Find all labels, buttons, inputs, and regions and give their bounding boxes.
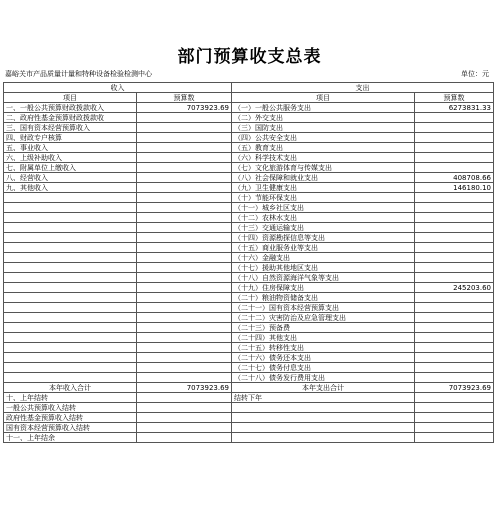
table-row bbox=[4, 143, 494, 153]
expense-amount-cell bbox=[415, 193, 494, 203]
expense-amount-cell: 408708.66 bbox=[415, 173, 494, 183]
expense-item-cell: （七）文化旅游体育与传媒支出 bbox=[232, 163, 415, 173]
expense-amount-cell bbox=[415, 433, 494, 443]
expense-amount-cell bbox=[415, 393, 494, 403]
expense-item-cell: （二十七）债务付息支出 bbox=[232, 363, 415, 373]
table-row bbox=[4, 363, 494, 373]
table-row bbox=[4, 293, 494, 303]
income-amount-cell bbox=[137, 343, 232, 353]
table-row bbox=[4, 153, 494, 163]
table-row bbox=[4, 213, 494, 223]
expense-amount-cell bbox=[415, 373, 494, 383]
expense-amount-cell bbox=[415, 343, 494, 353]
table-row bbox=[4, 103, 494, 113]
carryover-row bbox=[4, 423, 494, 433]
expense-item-cell bbox=[232, 423, 415, 433]
expense-amount-cell bbox=[415, 313, 494, 323]
income-item-cell: 三、国有资本经营预算收入 bbox=[4, 123, 137, 133]
carryover-row bbox=[4, 403, 494, 413]
income-item-cell: 八、经营收入 bbox=[4, 173, 137, 183]
income-amount-cell bbox=[137, 203, 232, 213]
expense-amount-cell bbox=[415, 303, 494, 313]
income-item-cell bbox=[4, 263, 137, 273]
income-total-label: 本年收入合计 bbox=[4, 383, 137, 393]
expense-amount-cell bbox=[415, 233, 494, 243]
income-amount-cell bbox=[137, 213, 232, 223]
expense-amount-cell: 245203.60 bbox=[415, 283, 494, 293]
income-item-cell bbox=[4, 303, 137, 313]
income-amount-cell bbox=[137, 333, 232, 343]
income-item-cell bbox=[4, 293, 137, 303]
table-row bbox=[4, 333, 494, 343]
expense-amount-cell bbox=[415, 263, 494, 273]
income-amount-cell bbox=[137, 433, 232, 443]
table-row bbox=[4, 373, 494, 383]
expense-amount-cell bbox=[415, 143, 494, 153]
expense-item-cell: （二十一）国有资本经营预算支出 bbox=[232, 303, 415, 313]
table-row bbox=[4, 113, 494, 123]
table-row bbox=[4, 323, 494, 333]
totals-row bbox=[4, 383, 494, 393]
expense-amount-cell bbox=[415, 253, 494, 263]
column-header-row bbox=[4, 93, 494, 103]
table-row bbox=[4, 313, 494, 323]
expense-item-cell: （三）国防支出 bbox=[232, 123, 415, 133]
table-row bbox=[4, 173, 494, 183]
income-item-cell: 六、上级补助收入 bbox=[4, 153, 137, 163]
expense-item-cell: （一）一般公共服务支出 bbox=[232, 103, 415, 113]
expense-section-header: 支出 bbox=[232, 83, 494, 93]
table-row bbox=[4, 133, 494, 143]
expense-item-cell: （十九）住房保障支出 bbox=[232, 283, 415, 293]
income-item-cell: 五、事业收入 bbox=[4, 143, 137, 153]
table-row bbox=[4, 163, 494, 173]
income-amount-cell bbox=[137, 303, 232, 313]
unit-label: 单位：元 bbox=[461, 70, 489, 78]
income-amount-cell bbox=[137, 113, 232, 123]
expense-item-cell: （二十二）灾害防治及应急管理支出 bbox=[232, 313, 415, 323]
income-item-cell bbox=[4, 313, 137, 323]
income-item-cell: 一般公共预算收入结转 bbox=[4, 403, 137, 413]
income-amount-cell bbox=[137, 283, 232, 293]
table-row bbox=[4, 273, 494, 283]
expense-amount-cell bbox=[415, 243, 494, 253]
income-amount-cell bbox=[137, 183, 232, 193]
expense-item-cell: （十五）商业服务业等支出 bbox=[232, 243, 415, 253]
table-row bbox=[4, 123, 494, 133]
income-amount-cell bbox=[137, 413, 232, 423]
table-row bbox=[4, 283, 494, 293]
income-amount-cell bbox=[137, 163, 232, 173]
income-amount-cell bbox=[137, 293, 232, 303]
income-item-cell bbox=[4, 363, 137, 373]
income-item-cell: 七、附属单位上缴收入 bbox=[4, 163, 137, 173]
expense-item-cell bbox=[232, 403, 415, 413]
income-amount-cell bbox=[137, 123, 232, 133]
income-item-cell: 二、政府性基金预算财政拨款收 bbox=[4, 113, 137, 123]
income-amount-cell bbox=[137, 273, 232, 283]
section-header-row bbox=[4, 83, 494, 93]
expense-amount-cell bbox=[415, 223, 494, 233]
income-amount-cell bbox=[137, 393, 232, 403]
income-item-cell: 政府性基金预算收入结转 bbox=[4, 413, 137, 423]
expense-item-cell: （五）教育支出 bbox=[232, 143, 415, 153]
income-item-cell bbox=[4, 373, 137, 383]
table-row bbox=[4, 353, 494, 363]
expense-amount-cell bbox=[415, 133, 494, 143]
income-item-cell bbox=[4, 353, 137, 363]
carryover-row bbox=[4, 393, 494, 403]
expense-amount-cell bbox=[415, 413, 494, 423]
expense-amount-cell bbox=[415, 153, 494, 163]
income-item-cell bbox=[4, 343, 137, 353]
expense-item-cell: （十八）自然资源海洋气象等支出 bbox=[232, 273, 415, 283]
income-item-cell bbox=[4, 193, 137, 203]
expense-item-cell: （二）外交支出 bbox=[232, 113, 415, 123]
income-amount-cell bbox=[137, 403, 232, 413]
income-amount-cell bbox=[137, 193, 232, 203]
income-item-cell bbox=[4, 203, 137, 213]
expense-item-cell: （八）社会保障和就业支出 bbox=[232, 173, 415, 183]
table-row bbox=[4, 343, 494, 353]
income-amount-cell bbox=[137, 173, 232, 183]
table-row bbox=[4, 223, 494, 233]
income-amount-cell bbox=[137, 373, 232, 383]
income-amount-cell bbox=[137, 153, 232, 163]
expense-item-cell: （二十五）转移性支出 bbox=[232, 343, 415, 353]
organization-name: 嘉峪关市产品质量计量和特种设备检验检测中心 bbox=[5, 70, 152, 78]
income-item-cell: 一、一般公共预算财政拨款收入 bbox=[4, 103, 137, 113]
expense-item-cell: （十）节能环保支出 bbox=[232, 193, 415, 203]
expense-item-cell: （十七）援助其他地区支出 bbox=[232, 263, 415, 273]
income-amount-cell bbox=[137, 423, 232, 433]
expense-amount-cell bbox=[415, 363, 494, 373]
expense-total-amount: 7073923.69 bbox=[415, 383, 494, 393]
expense-item-cell: （二十）粮油物资储备支出 bbox=[232, 293, 415, 303]
expense-amount-cell bbox=[415, 203, 494, 213]
carryover-row bbox=[4, 433, 494, 443]
carryover-row bbox=[4, 413, 494, 423]
income-budget-header: 预算数 bbox=[137, 93, 232, 103]
income-amount-cell bbox=[137, 223, 232, 233]
income-item-cell bbox=[4, 243, 137, 253]
income-amount-cell bbox=[137, 363, 232, 373]
expense-item-header: 项目 bbox=[232, 93, 415, 103]
expense-item-cell: （十六）金融支出 bbox=[232, 253, 415, 263]
income-item-header: 项目 bbox=[4, 93, 137, 103]
expense-item-cell: （二十六）债务还本支出 bbox=[232, 353, 415, 363]
income-amount-cell bbox=[137, 353, 232, 363]
income-amount-cell bbox=[137, 253, 232, 263]
budget-table bbox=[3, 82, 494, 443]
expense-item-cell bbox=[232, 433, 415, 443]
income-item-cell bbox=[4, 283, 137, 293]
expense-item-cell: （十四）资源勘探信息等支出 bbox=[232, 233, 415, 243]
expense-item-cell: （二十三）预备费 bbox=[232, 323, 415, 333]
expense-amount-cell bbox=[415, 293, 494, 303]
page-title: 部门预算收支总表 bbox=[177, 47, 322, 67]
income-item-cell: 十一、上年结余 bbox=[4, 433, 137, 443]
income-item-cell bbox=[4, 323, 137, 333]
expense-amount-cell: 146180.10 bbox=[415, 183, 494, 193]
expense-budget-header: 预算数 bbox=[415, 93, 494, 103]
income-amount-cell bbox=[137, 263, 232, 273]
expense-item-cell: （二十四）其他支出 bbox=[232, 333, 415, 343]
expense-item-cell: （十三）交通运输支出 bbox=[232, 223, 415, 233]
table-row bbox=[4, 233, 494, 243]
expense-amount-cell bbox=[415, 163, 494, 173]
income-total-amount: 7073923.69 bbox=[137, 383, 232, 393]
expense-amount-cell bbox=[415, 353, 494, 363]
expense-amount-cell: 6273831.33 bbox=[415, 103, 494, 113]
income-item-cell bbox=[4, 333, 137, 343]
income-item-cell: 国有资本经营预算收入结转 bbox=[4, 423, 137, 433]
table-row bbox=[4, 183, 494, 193]
expense-item-cell: （十一）城乡社区支出 bbox=[232, 203, 415, 213]
income-amount-cell: 7073923.69 bbox=[137, 103, 232, 113]
expense-item-cell: （十二）农林水支出 bbox=[232, 213, 415, 223]
table-row bbox=[4, 193, 494, 203]
expense-amount-cell bbox=[415, 273, 494, 283]
expense-item-cell: 结转下年 bbox=[232, 393, 415, 403]
expense-amount-cell bbox=[415, 423, 494, 433]
table-row bbox=[4, 303, 494, 313]
table-row bbox=[4, 243, 494, 253]
income-item-cell bbox=[4, 223, 137, 233]
expense-amount-cell bbox=[415, 333, 494, 343]
income-item-cell: 四、财政专户核算 bbox=[4, 133, 137, 143]
income-item-cell bbox=[4, 253, 137, 263]
expense-amount-cell bbox=[415, 213, 494, 223]
expense-amount-cell bbox=[415, 403, 494, 413]
income-section-header: 收入 bbox=[4, 83, 232, 93]
income-amount-cell bbox=[137, 133, 232, 143]
table-row bbox=[4, 203, 494, 213]
expense-total-label: 本年支出合计 bbox=[232, 383, 415, 393]
income-item-cell bbox=[4, 273, 137, 283]
expense-amount-cell bbox=[415, 123, 494, 133]
income-amount-cell bbox=[137, 313, 232, 323]
table-row bbox=[4, 263, 494, 273]
income-amount-cell bbox=[137, 143, 232, 153]
expense-item-cell bbox=[232, 413, 415, 423]
income-item-cell bbox=[4, 233, 137, 243]
income-amount-cell bbox=[137, 243, 232, 253]
expense-amount-cell bbox=[415, 323, 494, 333]
income-item-cell bbox=[4, 213, 137, 223]
income-amount-cell bbox=[137, 233, 232, 243]
expense-item-cell: （六）科学技术支出 bbox=[232, 153, 415, 163]
expense-item-cell: （二十八）债务发行费用支出 bbox=[232, 373, 415, 383]
income-item-cell: 十、上年结转 bbox=[4, 393, 137, 403]
income-amount-cell bbox=[137, 323, 232, 333]
table-row bbox=[4, 253, 494, 263]
expense-item-cell: （四）公共安全支出 bbox=[232, 133, 415, 143]
income-item-cell: 九、其他收入 bbox=[4, 183, 137, 193]
expense-amount-cell bbox=[415, 113, 494, 123]
expense-item-cell: （九）卫生健康支出 bbox=[232, 183, 415, 193]
